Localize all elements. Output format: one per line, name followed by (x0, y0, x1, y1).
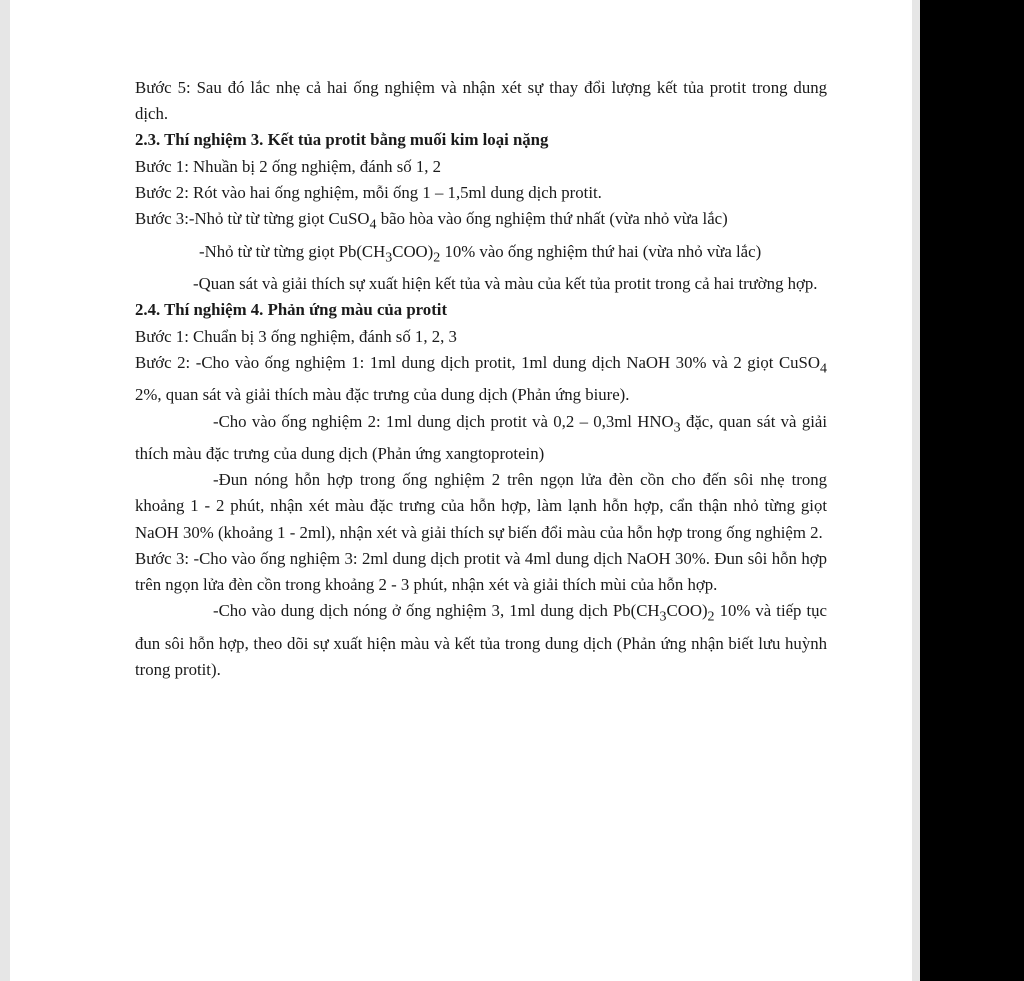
paragraph-exp3-lead-acetate: -Nhỏ từ từ từng giọt $Pb(CH_3COO)_2$ 10% vào ống nghiệm thứ hai (vừa nhỏ vừa lắc) (199, 241, 762, 265)
document-body (135, 75, 827, 683)
paragraph-step5: Bước 5: Sau đó lắc nhẹ cả hai ống nghiệm và nhận xét sự thay đổi lượng kết tủa protit trong dung dịch. (135, 78, 827, 124)
paragraph-exp3-step3: Bước 3:-Nhỏ từ từ từng giọt CuSO$_4$ bão hòa vào ống nghiệm thứ nhất (vừa nhỏ vừa lắc) (135, 209, 728, 233)
paragraph-exp4-step3: Bước 3: -Cho vào ống nghiệm 3: 2ml dung dịch protit và 4ml dung dịch NaOH 30%. Đun sôi hỗn hợp trên ngọn lửa đèn cồn trong khoảng 2 - 3 phút, nhận xét và giải thích mùi của hỗn hợp. (135, 548, 827, 595)
paragraph-exp3-observe: -Quan sát và giải thích sự xuất hiện kết tủa và màu của kết tủa protit trong cả hai trường hợp. (193, 274, 818, 294)
paragraph-exp3-step2: Bước 2: Rót vào hai ống nghiệm, mỗi ống 1 – 1,5ml dung dịch protit. (135, 182, 602, 202)
paragraph-exp4-heat-tube2: -Đun nóng hỗn hợp trong ống nghiệm 2 trên ngọn lửa đèn cồn cho đến sôi nhẹ trong khoảng 1 - 2 phút, nhận xét màu đặc trưng của hỗn hợp, làm lạnh hỗn hợp, cẩn thận nhỏ từng giọt NaOH 30% (khoảng 1 - 2ml), nhận xét và giải thích sự biến đổi màu của hỗn hợp trong ống nghiệm 2. (135, 470, 827, 542)
paragraph-exp4-step2: Bước 2: -Cho vào ống nghiệm 1: 1ml dung dịch protit, 1ml dung dịch NaOH 30% và 2 giọt CuSO$_4$ 2%, quan sát và giải thích màu đặc trưng của dung dịch (Phản ứng biure). (135, 352, 827, 405)
paragraph-exp4-step1: Bước 1: Chuẩn bị 3 ống nghiệm, đánh số 1, 2, 3 (135, 326, 457, 346)
section-heading-2-4: 2.4. Thí nghiệm 4. Phản ứng màu của protit (135, 300, 448, 320)
paragraph-exp3-step1: Bước 1: Nhuần bị 2 ống nghiệm, đánh số 1, 2 (135, 156, 442, 176)
section-heading-2-3: 2.3. Thí nghiệm 3. Kết tủa protit bằng muối kim loại nặng (135, 130, 549, 150)
paragraph-exp4-sulfur: -Cho vào dung dịch nóng ở ống nghiệm 3, 1ml dung dịch $Pb(CH_3COO)_2$ 10% và tiếp tục đun sôi hỗn hợp, theo dõi sự xuất hiện màu và kết tủa trong dung dịch (Phản ứng nhận biết lưu huỳnh trong protit). (135, 601, 827, 680)
paragraph-exp4-tube2: -Cho vào ống nghiệm 2: 1ml dung dịch protit và 0,2 – 0,3ml $HNO_3$ đặc, quan sát và giải thích màu đặc trưng của dung dịch (Phản ứng xangtoprotein) (135, 411, 827, 464)
window-edge (920, 0, 1024, 981)
document-page (10, 0, 912, 981)
